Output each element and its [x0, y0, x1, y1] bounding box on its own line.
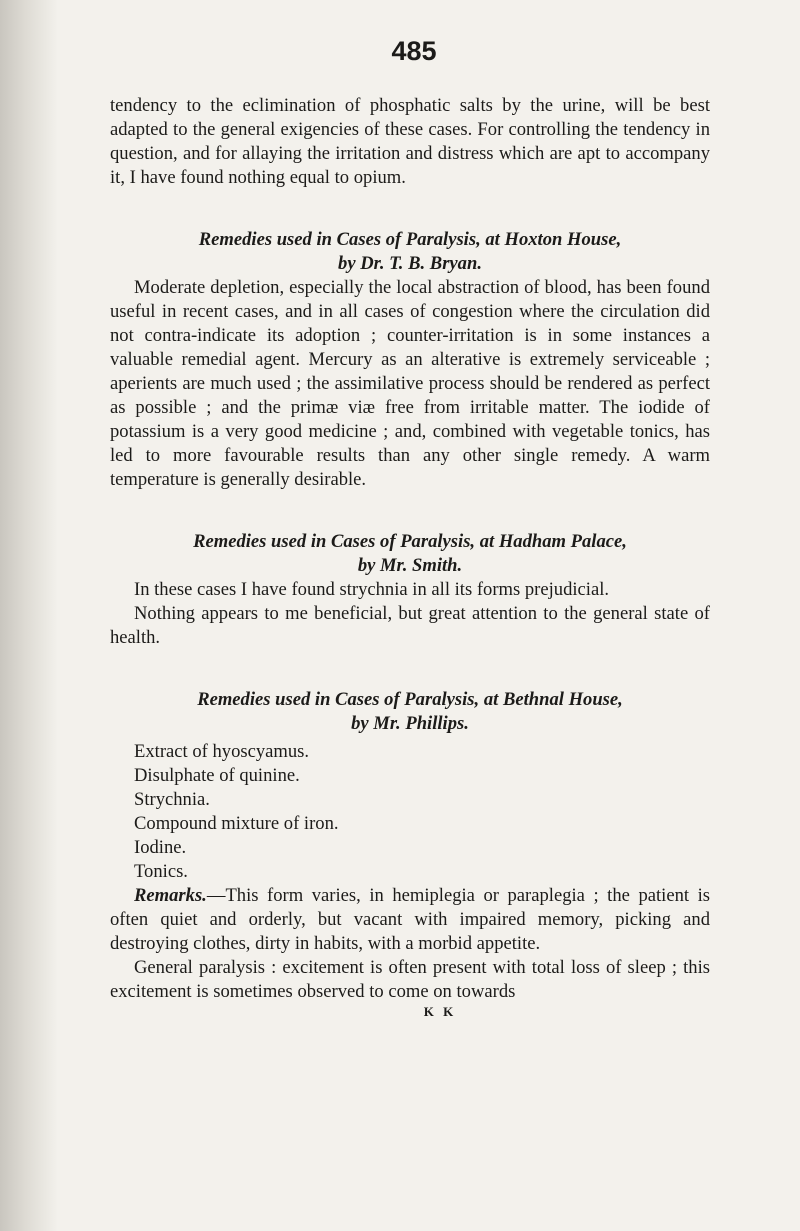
- hadham-body-1: In these cases I have found strychnia in all its forms prejudicial.: [134, 579, 610, 600]
- heading-line: Remedies used in Cases of Paralysis, at Hadham Palace,: [193, 531, 627, 552]
- intro-paragraph: tendency to the eclimination of phosphatic salts by the urine, will be best adapted to the general exigencies of these cases. For controlling the tendency in question, and for allaying the irritation and distress which are apt to accompany it, I have found nothing equal to opium.: [110, 95, 710, 188]
- heading-byline: by Mr. Smith.: [357, 555, 463, 576]
- remedy-item: Disulphate of quinine.: [134, 765, 300, 786]
- remedy-item: Compound mixture of iron.: [134, 813, 339, 834]
- section-heading-hadham: [110, 530, 710, 578]
- heading-byline: by Mr. Phillips.: [351, 713, 469, 734]
- section-heading-hoxton: [110, 228, 710, 276]
- heading-byline: by Dr. T. B. Bryan.: [338, 253, 482, 274]
- remedy-item: Tonics.: [134, 861, 188, 882]
- hoxton-body: Moderate depletion, especially the local abstraction of blood, has been found useful in recent cases, and in all cases of congestion where the circulation did not contra-indicate its adoption ; counter-irritation is in some instances a valuable remedial agent. Mercury as an alterative is extremely serviceable ; aperients are much used ; the assimilative process should be rendered as perfect as possible ; and the primæ viæ free from irritable matter. The iodide of potassium is a very good medicine ; and, combined with vegetable tonics, has led to more favourable results than any other single remedy. A warm temperature is generally desirable.: [110, 277, 710, 490]
- remedy-item: Iodine.: [134, 837, 187, 858]
- remarks-label: Remarks.: [134, 885, 207, 906]
- section-heading-bethnal: [110, 688, 710, 736]
- remarks-text: —This form varies, in hemiplegia or paraplegia ; the patient is often quiet and orderly, but vacant with impaired memory, picking and destroying clothes, dirty in habits, with a morbid appetite.: [110, 885, 710, 954]
- heading-line: Remedies used in Cases of Paralysis, at Hoxton House,: [198, 229, 622, 250]
- page-number: 485: [391, 36, 437, 66]
- general-paralysis-paragraph: General paralysis : excitement is often present with total loss of sleep ; this excitement is sometimes observed to come on towards: [110, 957, 710, 1002]
- remedy-item: Strychnia.: [134, 789, 210, 810]
- page-gutter-shadow: [0, 0, 58, 1231]
- book-page: [110, 36, 710, 1020]
- hadham-body-2: Nothing appears to me beneficial, but great attention to the general state of health.: [110, 603, 710, 648]
- remarks-paragraph: [110, 884, 710, 956]
- signature-mark: K K: [423, 1004, 457, 1019]
- heading-line: Remedies used in Cases of Paralysis, at Bethnal House,: [197, 689, 623, 710]
- remedy-item: Extract of hyoscyamus.: [134, 741, 310, 762]
